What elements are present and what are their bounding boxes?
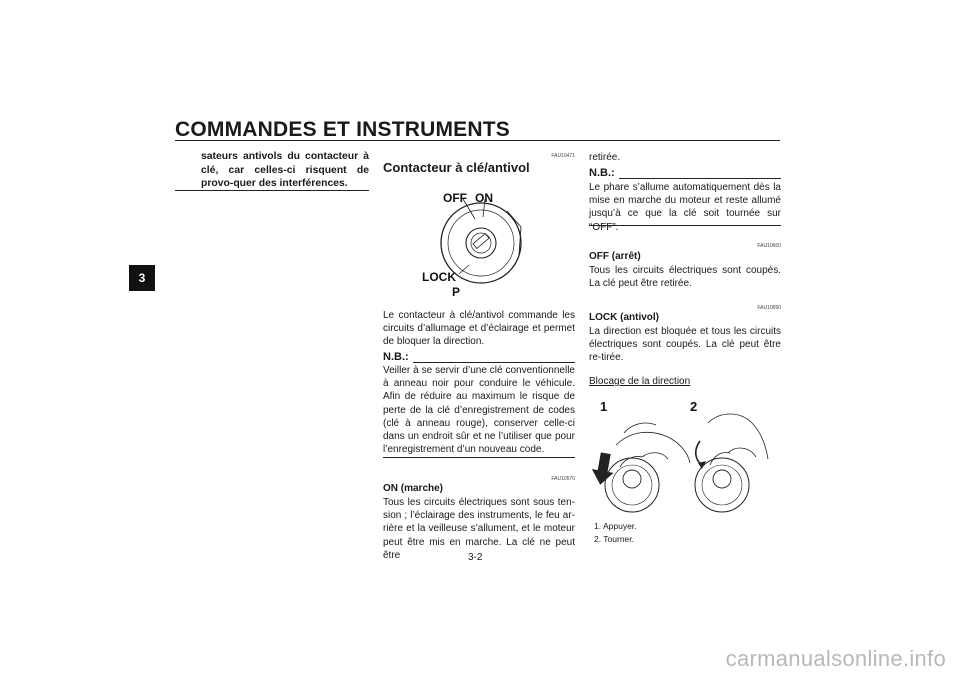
switch-inner-2 (702, 465, 742, 505)
caption-2: 2. Tourner. (594, 534, 635, 544)
caption-1: 1. Appuyer. (594, 521, 637, 531)
label-lock: LOCK (422, 270, 456, 284)
hand-2 (708, 414, 768, 465)
section-title: Contacteur à clé/antivol (383, 160, 530, 175)
switch-mid-ring (448, 210, 514, 276)
hand-1-finger (624, 423, 656, 433)
switch-inner-1 (612, 465, 652, 505)
ignition-switch-figure (415, 185, 535, 300)
watermark: carmanualsonline.info (725, 646, 946, 671)
nb-text-1: Veiller à se servir d’une clé conventionnelle à anneau noir pour conduire le véhicule. Afin de réduire au maximum le risque de perte de la clé d’enregistrement de codes (clé à anneau rouge), conserver celle-ci dans un endroit sûr et ne l’utiliser que pour l’enregistrement d’un nouveau code. (383, 365, 575, 456)
nb-rule (413, 362, 575, 363)
lock-title: LOCK (antivol) (589, 312, 659, 323)
on-text-continued: retirée. (589, 152, 621, 163)
key-head-2 (713, 470, 731, 488)
switch-key-cylinder (466, 228, 496, 258)
lock-text: La direction est bloquée et tous les circuits électriques sont coupés. La clé peut être re-tirée. (589, 326, 781, 364)
label-off: OFF (443, 191, 467, 205)
nb-label: N.B.: (589, 167, 615, 179)
warning-continued-text: sateurs antivols du contacteur à clé, car celles-ci risquent de provo-quer des interférences. (201, 151, 369, 189)
switch-description: Le contacteur à clé/antivol commande les circuits d’allumage et d’éclairage et permet de bloquer la direction. (383, 310, 575, 348)
step-label-1: 1 (600, 399, 608, 414)
on-text: Tous les circuits électriques sont sous ten-sion ; l’éclairage des instruments, le feu ar-rière et la veilleuse s’allument, et le moteur peut être mis en marche. La clé ne peut être (383, 497, 575, 561)
label-on: ON (475, 191, 493, 205)
section-code: FAU10660 (757, 243, 781, 249)
page-number: 3-2 (468, 552, 483, 563)
key-slot (473, 234, 489, 249)
chapter-tab: 3 (129, 265, 155, 291)
on-title: ON (marche) (383, 483, 444, 494)
nb-header-1 (383, 351, 575, 365)
step-label-2: 2 (690, 399, 698, 414)
hand-1 (616, 432, 690, 467)
nb-text-2: Le phare s’allume automatiquement dès la mise en marche du moteur et reste allumé jusqu’à ce que la clé soit tournée sur “OFF”. (589, 182, 781, 233)
steering-lock-subheading: Blocage de la direction (589, 376, 691, 387)
switch-tab (507, 211, 521, 255)
label-p: P (452, 285, 461, 299)
section-code: FAU10471 (551, 153, 575, 159)
steering-lock-figure (590, 393, 780, 518)
page-header-title: COMMANDES ET INSTRUMENTS (175, 118, 510, 141)
off-text: Tous les circuits électriques sont coupés. La clé peut être retirée. (589, 265, 781, 290)
turn-arrow-icon (696, 441, 702, 465)
nb-end-rule-2 (589, 225, 781, 226)
switch-ring-1 (605, 458, 659, 512)
header-rule (175, 140, 780, 141)
nb-end-rule-1 (383, 457, 575, 458)
section-code: FAU10690 (757, 305, 781, 311)
off-title: OFF (arrêt) (589, 251, 641, 262)
nb-header-2 (589, 167, 781, 181)
nb-rule (619, 178, 781, 179)
nb-label: N.B.: (383, 351, 409, 363)
lock-pointer (459, 265, 469, 274)
key-head-1 (623, 470, 641, 488)
warning-end-rule (175, 190, 369, 191)
section-code: FAU10570 (551, 476, 575, 482)
